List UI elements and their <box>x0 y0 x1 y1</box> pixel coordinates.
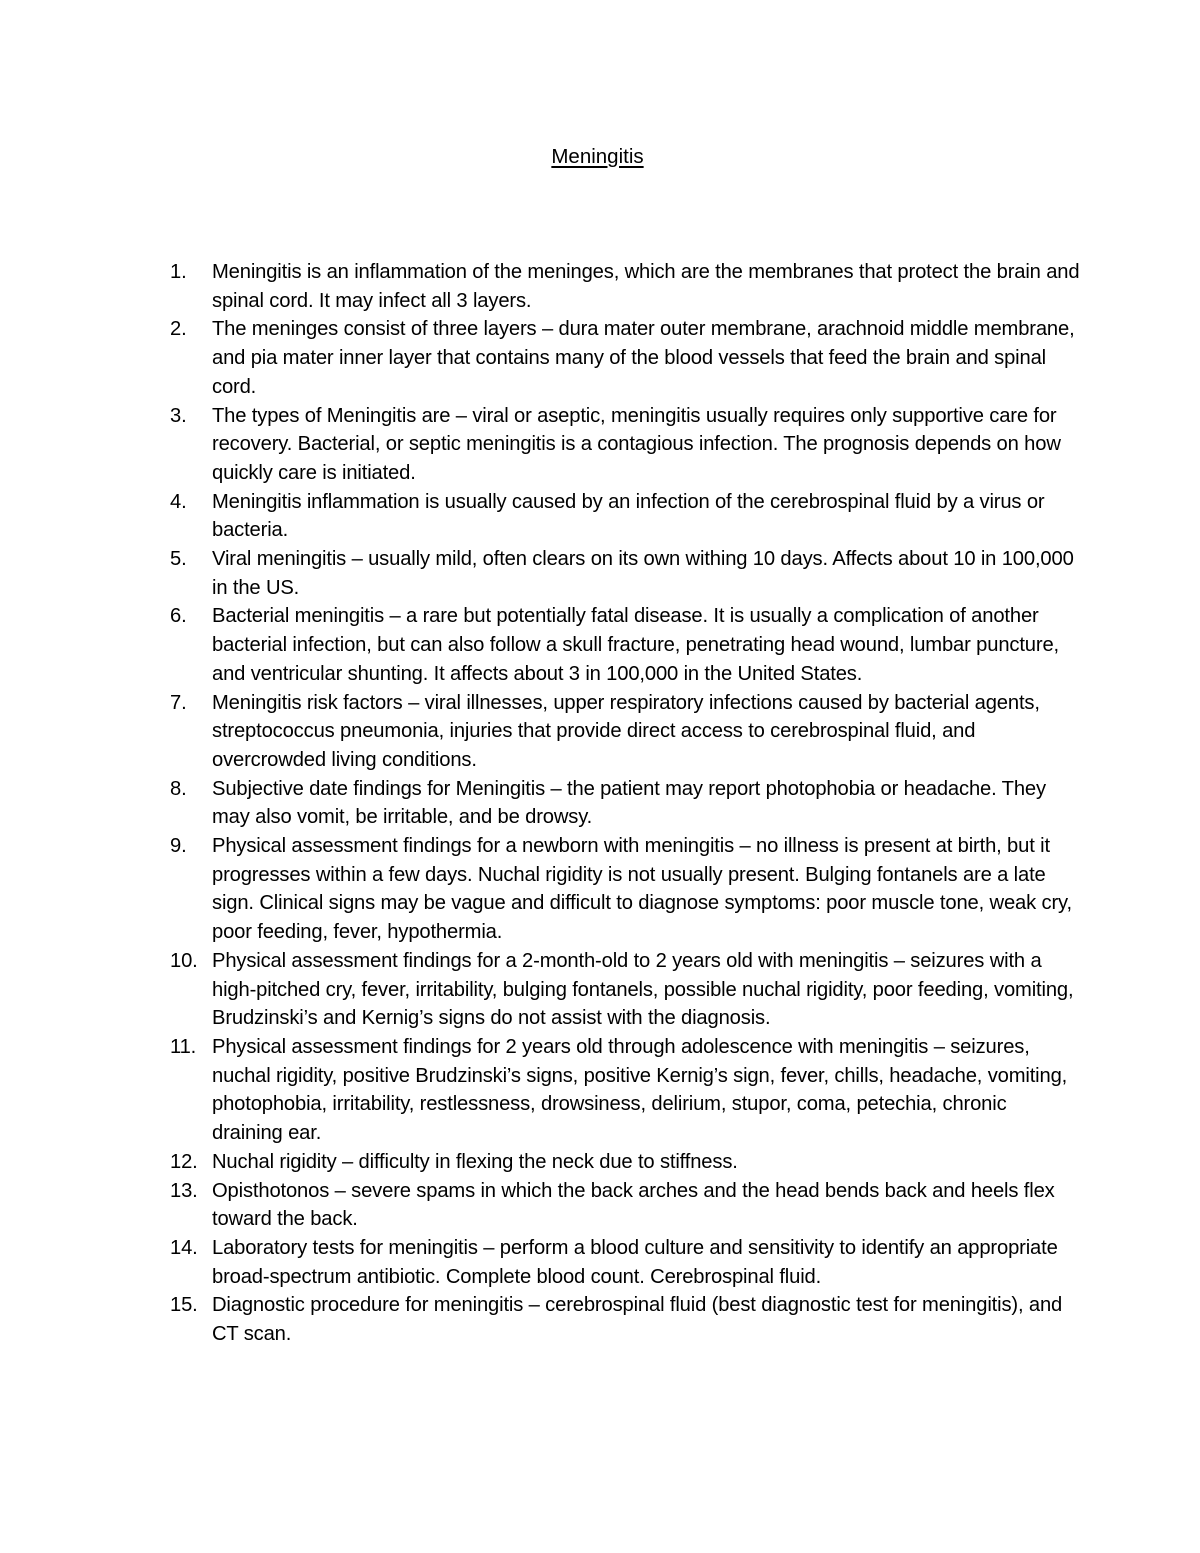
list-item-number: 3. <box>170 404 187 427</box>
list-item-number: 2. <box>170 318 187 341</box>
list-item <box>170 1234 1082 1291</box>
list-item-text: Meningitis inflammation is usually caused by an infection of the cerebrospinal fluid by a virus or bacteria. <box>212 490 1045 542</box>
list-item-text: Meningitis is an inflammation of the meninges, which are the membranes that protect the brain and spinal cord. It may infect all 3 layers. <box>212 261 1080 312</box>
list-item <box>170 832 1082 947</box>
list-item <box>170 947 1082 1033</box>
list-item-text: Physical assessment findings for a 2-month-old to 2 years old with meningitis – seizures with a high-pitched cry, fever, irritability, bulging fontanels, possible nuchal rigidity, poor feeding, vomiting, Brudzinski’s and Kernig’s signs do not assist with the diagnosis. <box>212 949 1074 1030</box>
list-item-text: Diagnostic procedure for meningitis – cerebrospinal fluid (best diagnostic test for meningitis), and CT scan. <box>212 1294 1063 1346</box>
list-item-number: 11. <box>170 1035 197 1058</box>
list-item-text: Physical assessment findings for a newborn with meningitis – no illness is present at birth, but it progresses within a few days. Nuchal rigidity is not usually present. Bulging fontanels are a late sign. Clinical signs may be vague and difficult to diagnose symptoms: poor muscle tone, weak cry, poor feeding, fever, hypothermia. <box>212 835 1072 944</box>
list-item <box>170 315 1082 401</box>
numbered-list <box>170 258 1082 1349</box>
list-item-number: 15. <box>170 1294 198 1317</box>
list-item <box>170 775 1082 832</box>
list-item-number: 10. <box>170 949 198 972</box>
list-item-number: 4. <box>170 490 187 513</box>
list-item-text: Physical assessment findings for 2 years old through adolescence with meningitis – seizures, nuchal rigidity, positive Brudzinski’s signs, positive Kernig’s sign, fever, chills, headache, vomiting, photophobia, irritability, restlessness, drowsiness, delirium, stupor, coma, petechia, chronic draining ear. <box>212 1035 1068 1145</box>
list-item <box>170 602 1082 688</box>
list-item <box>170 545 1082 602</box>
list-item-text: Meningitis risk factors – viral illnesses, upper respiratory infections caused by bacterial agents, streptococcus pneumonia, injuries that provide direct access to cerebrospinal fluid, and overcrowded living conditions. <box>212 691 1040 771</box>
list-item <box>170 402 1082 488</box>
document-title <box>0 143 1200 171</box>
list-item-number: 8. <box>170 777 187 800</box>
list-item-number: 1. <box>170 261 187 283</box>
list-item <box>170 1033 1082 1148</box>
list-item-number: 14. <box>170 1236 198 1259</box>
list-item-number: 13. <box>170 1179 198 1202</box>
list-item-text: Laboratory tests for meningitis – perform a blood culture and sensitivity to identify an appropriate broad-spectrum antibiotic. Complete blood count. Cerebrospinal fluid. <box>212 1236 1058 1288</box>
list-item-text: The types of Meningitis are – viral or aseptic, meningitis usually requires only supportive care for recovery. Bacterial, or septic meningitis is a contagious infection. The prognosis depends on how quickly care is initiated. <box>212 404 1061 484</box>
list-item-text: Opisthotonos – severe spams in which the back arches and the head bends back and heels flex toward the back. <box>212 1179 1055 1231</box>
list-item-text: The meninges consist of three layers – dura mater outer membrane, arachnoid middle membrane, and pia mater inner layer that contains many of the blood vessels that feed the brain and spinal cord. <box>212 318 1075 398</box>
document-title-text: Meningitis <box>551 145 644 168</box>
list-item-text: Bacterial meningitis – a rare but potentially fatal disease. It is usually a complication of another bacterial infection, but can also follow a skull fracture, penetrating head wound, lumbar puncture, and ventricular shunting. It affects about 3 in 100,000 in the United States. <box>212 605 1059 685</box>
list-item-number: 6. <box>170 605 187 628</box>
list-item-number: 7. <box>170 691 187 714</box>
list-item-text: Subjective date findings for Meningitis – the patient may report photophobia or headache. They may also vomit, be irritable, and be drowsy. <box>212 777 1046 829</box>
list-item-text: Nuchal rigidity – difficulty in flexing the neck due to stiffness. <box>212 1150 738 1173</box>
list-item <box>170 258 1082 315</box>
list-item <box>170 689 1082 775</box>
list-item <box>170 1291 1082 1348</box>
list-item-number: 12. <box>170 1150 198 1173</box>
list-item <box>170 1177 1082 1234</box>
list-item-number: 5. <box>170 548 187 571</box>
list-item <box>170 488 1082 545</box>
list-item <box>170 1148 1082 1177</box>
list-item-text: Viral meningitis – usually mild, often clears on its own withing 10 days. Affects about 10 in 100,000 in the US. <box>212 548 1074 599</box>
list-item-number: 9. <box>170 835 187 858</box>
